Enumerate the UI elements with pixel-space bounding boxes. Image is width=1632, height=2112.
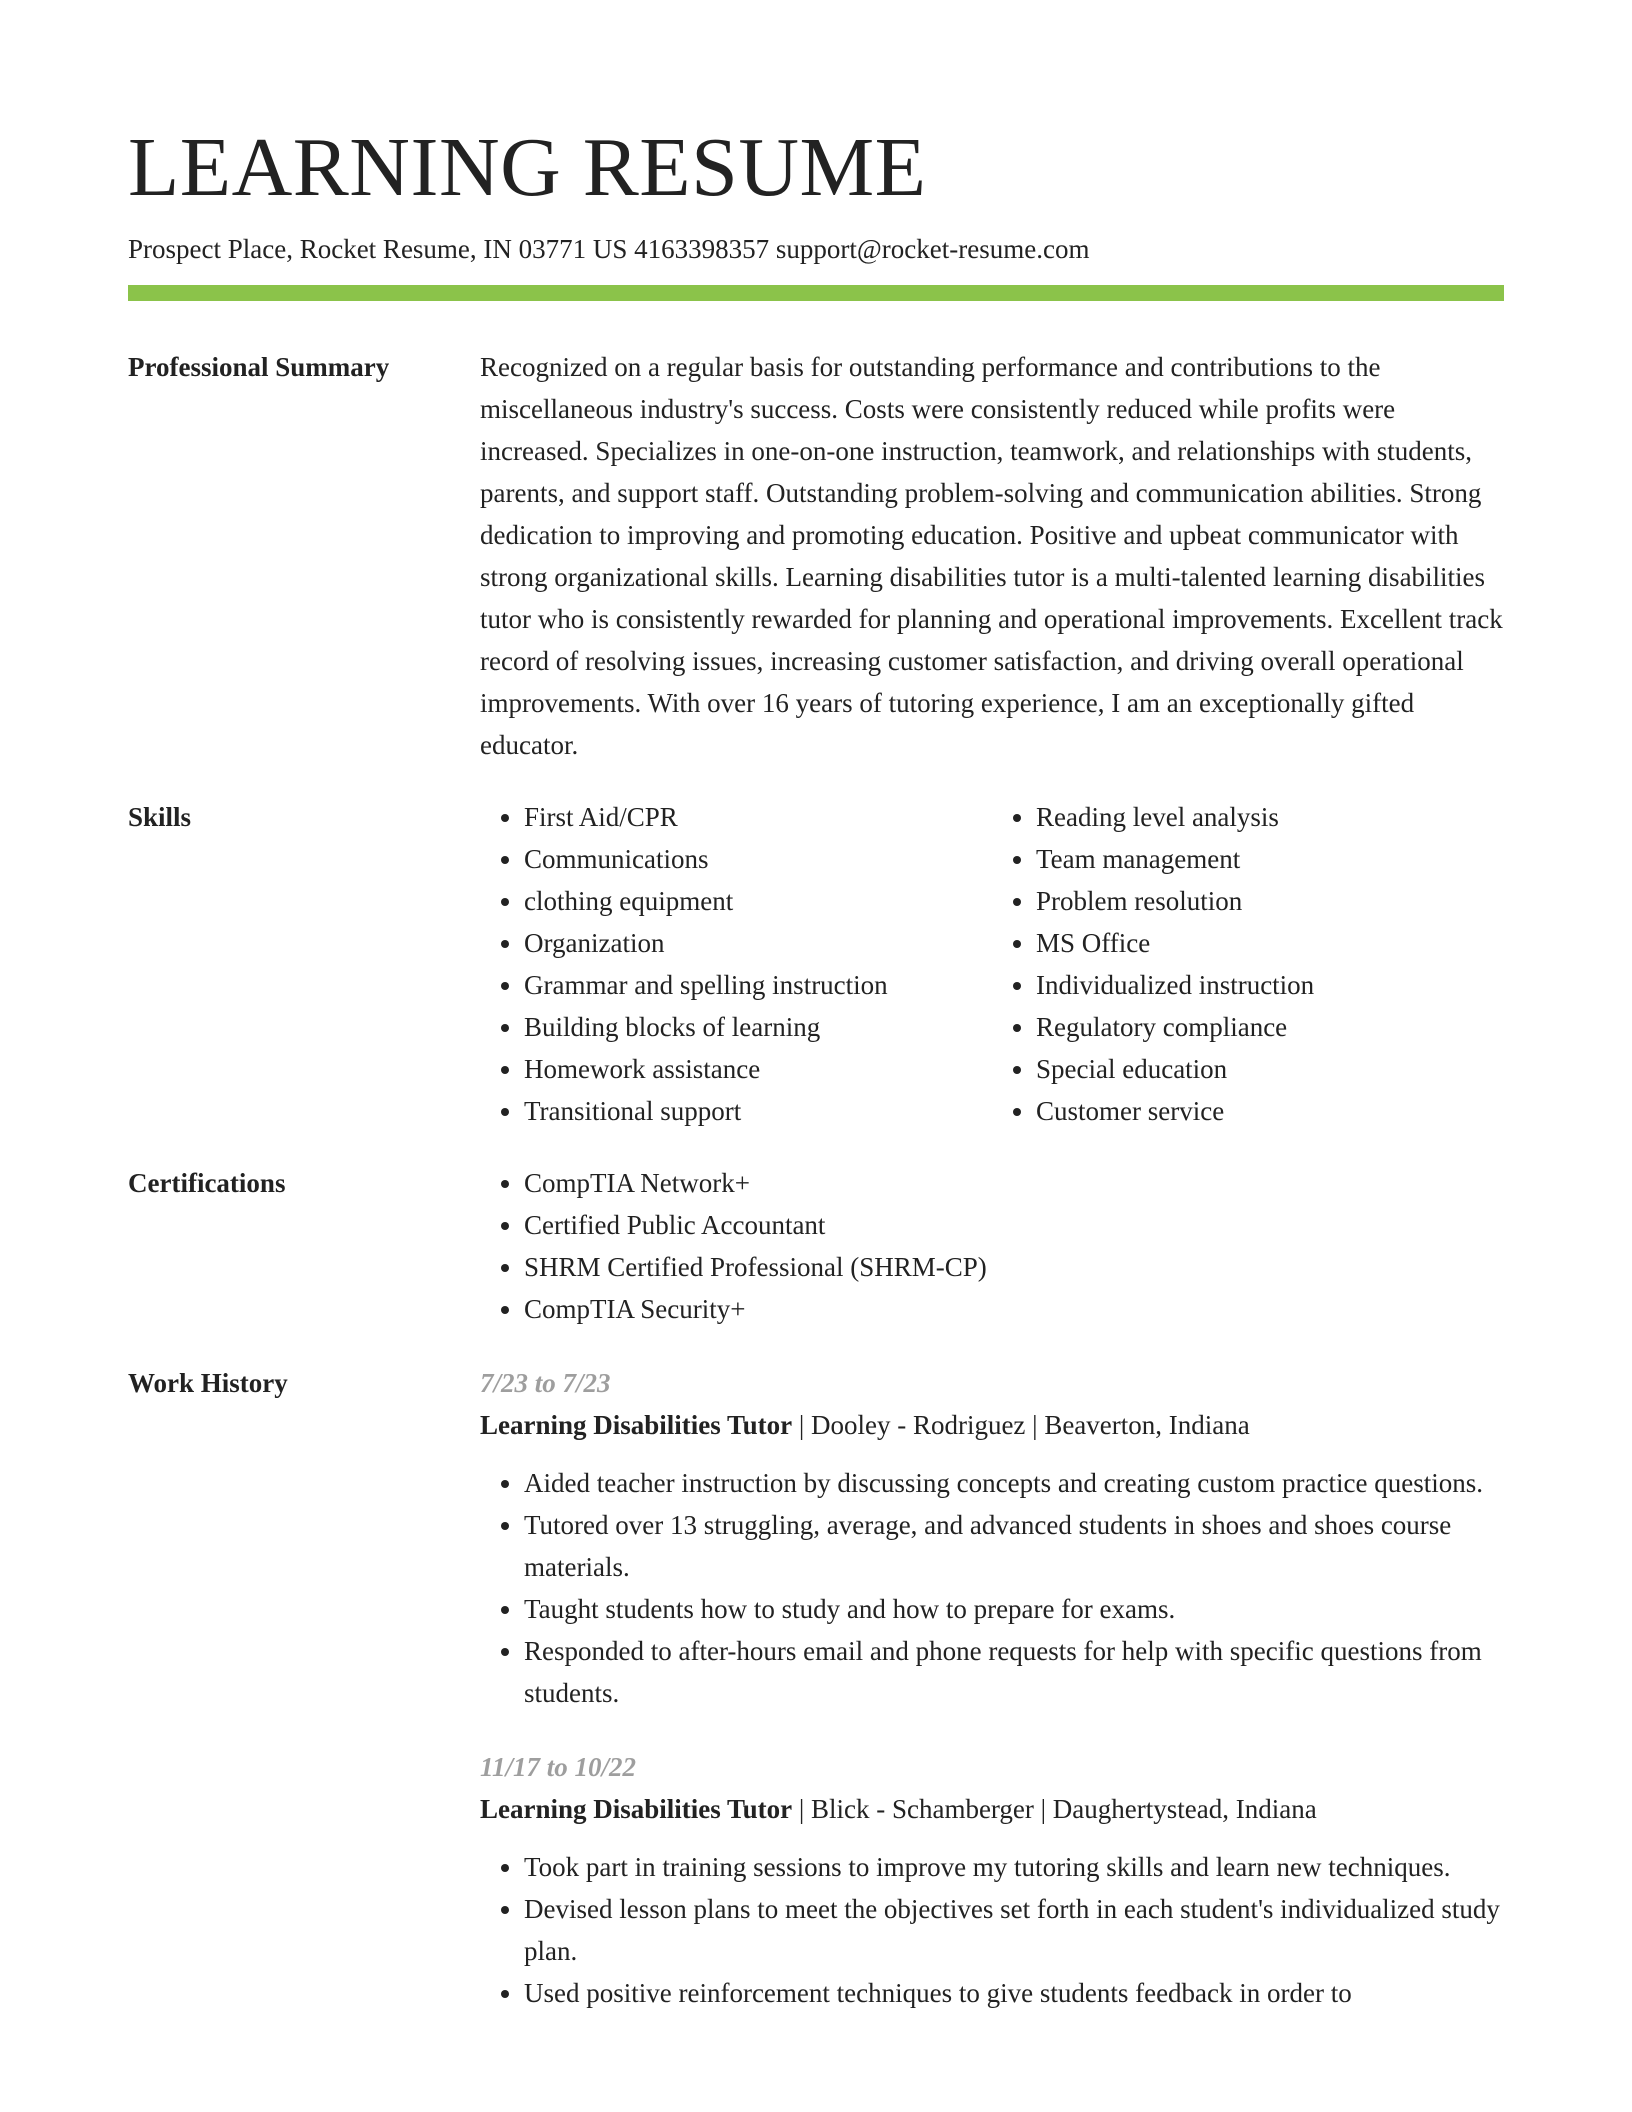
job-bullet: • Took part in training sessions to improve my tutoring skills and learn new techniques. [524,1846,1504,1888]
certification-item: • CompTIA Security+ [524,1288,1504,1330]
header-divider [128,285,1504,301]
skills-list-left [480,796,992,1132]
certification-item: • SHRM Certified Professional (SHRM-CP) [524,1246,1504,1288]
skill-item: • First Aid/CPR [524,796,992,838]
job-bullet: • Responded to after-hours email and phone requests for help with specific questions from students. [524,1630,1504,1714]
job-bullets [480,1846,1504,2014]
job-entry [480,1362,1504,1714]
job-employer-location: | Blick - Schamberger | Daughertystead, Indiana [792,1794,1317,1824]
job-bullets [480,1462,1504,1714]
contact-line: Prospect Place, Rocket Resume, IN 03771 US 4163398357 support@rocket-resume.com [128,234,1090,264]
job-bullet: • Devised lesson plans to meet the objectives set forth in each student's individualized study plan. [524,1888,1504,1972]
certifications-list [480,1162,1504,1330]
skills-heading: Skills [128,802,192,832]
skill-item: • Transitional support [524,1090,992,1132]
work-history-heading: Work History [128,1368,288,1398]
job-bullet: • Taught students how to study and how to prepare for exams. [524,1588,1504,1630]
certifications-heading: Certifications [128,1168,286,1198]
skill-item: • Problem resolution [1036,880,1504,922]
summary-body [480,346,1504,766]
skill-item: • Organization [524,922,992,964]
job-entry [480,1746,1504,2014]
skill-item: • Homework assistance [524,1048,992,1090]
summary-text: Recognized on a regular basis for outstanding performance and contributions to the miscellaneous industry's success. Costs were consistently reduced while profits were increased. Specializes in one-on-one instruction, teamwork, and relationships with students, parents, and support staff. Outstanding problem-solving and communication abilities. Strong dedication to improving and promoting education. Positive and upbeat communicator with strong organizational skills. Learning disabilities tutor is a multi-talented learning disabilities tutor who is consistently rewarded for planning and operational improvements. Excellent track record of resolving issues, increasing customer satisfaction, and driving overall operational improvements. With over 16 years of tutoring experience, I am an exceptionally gifted educator. [480,352,1503,760]
resume-name: LEARNING RESUME [128,121,927,214]
certifications-body [480,1162,1504,1330]
skill-item: • Individualized instruction [1036,964,1504,1006]
skills-body [480,796,1504,1132]
job-title-line [480,1788,1504,1830]
skill-item: • Grammar and spelling instruction [524,964,992,1006]
skill-item: • Communications [524,838,992,880]
job-title-line [480,1404,1504,1446]
skill-item: • Team management [1036,838,1504,880]
skills-list-right [992,796,1504,1132]
certification-item: • CompTIA Network+ [524,1162,1504,1204]
job-employer-location: | Dooley - Rodriguez | Beaverton, Indiana [792,1410,1250,1440]
skill-item: • Reading level analysis [1036,796,1504,838]
skill-item: • Building blocks of learning [524,1006,992,1048]
job-dates: 7/23 to 7/23 [480,1368,611,1398]
skill-item: • Special education [1036,1048,1504,1090]
skill-item: • Regulatory compliance [1036,1006,1504,1048]
skill-item: • Customer service [1036,1090,1504,1132]
certification-item: • Certified Public Accountant [524,1204,1504,1246]
skills-columns [480,796,1504,1132]
skill-item: • MS Office [1036,922,1504,964]
job-bullet: • Tutored over 13 struggling, average, and advanced students in shoes and shoes course materials. [524,1504,1504,1588]
summary-heading: Professional Summary [128,352,390,382]
job-title: Learning Disabilities Tutor [480,1410,793,1440]
job-title: Learning Disabilities Tutor [480,1794,793,1824]
skill-item: • clothing equipment [524,880,992,922]
work-history-body [480,1362,1504,2014]
job-dates: 11/17 to 10/22 [480,1752,637,1782]
job-bullet: • Used positive reinforcement techniques to give students feedback in order to [524,1972,1504,2014]
job-bullet: • Aided teacher instruction by discussing concepts and creating custom practice questions. [524,1462,1504,1504]
